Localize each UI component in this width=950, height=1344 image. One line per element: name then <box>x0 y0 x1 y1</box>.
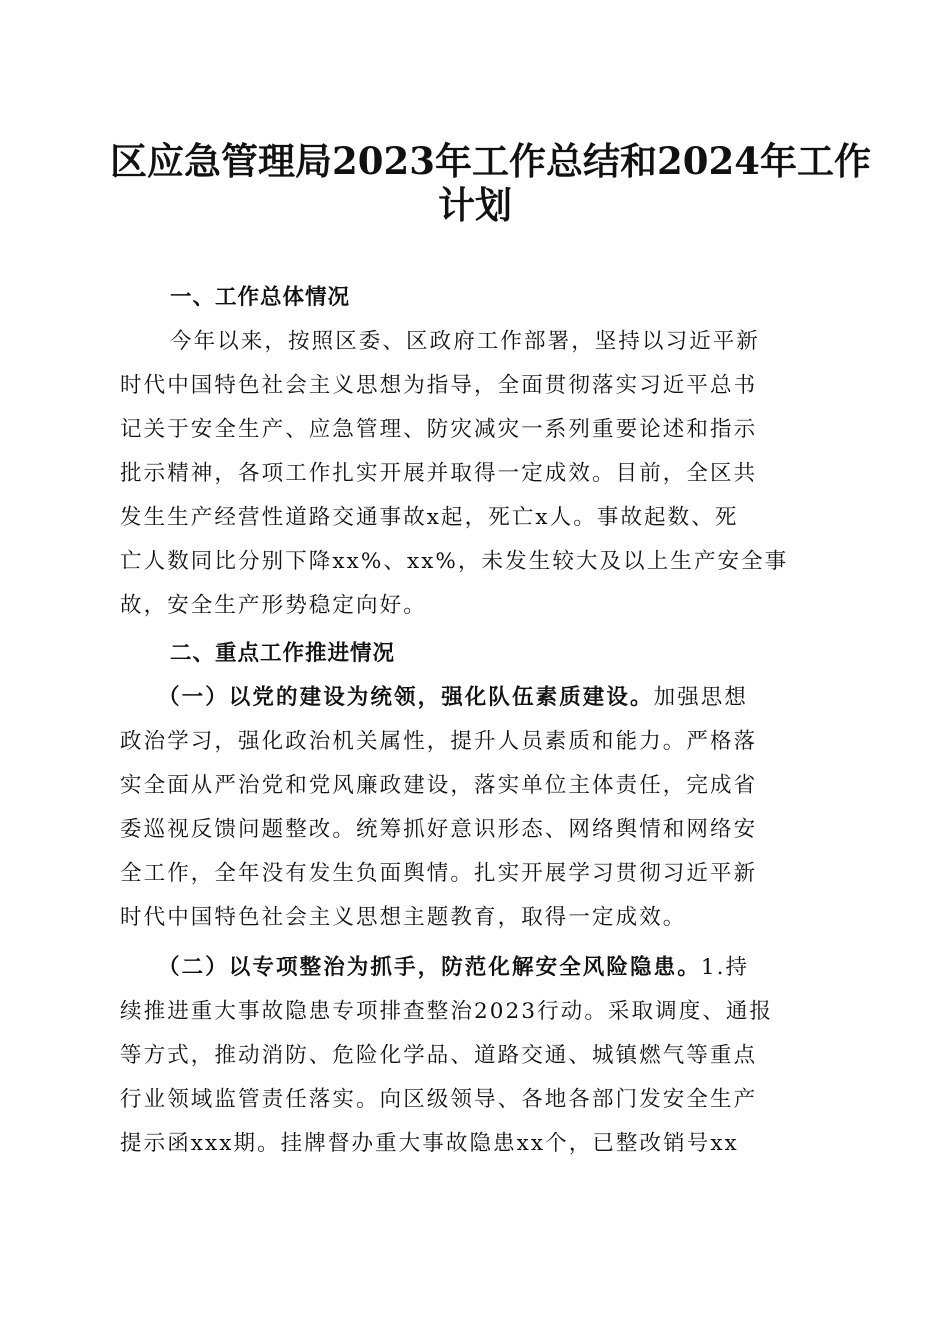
section-2-para-1-line: 全工作，全年没有发生负面舆情。扎实开展学习贯彻习近平新 <box>120 861 758 886</box>
section-2-para-2-line: 行业领域监管责任落实。向区级领导、各地各部门发安全生产 <box>120 1087 758 1112</box>
section-2-para-1-lead: （一）以党的建设为统领，强化队伍素质建设。 <box>158 685 654 710</box>
document-title-line-1: 区应急管理局2023年工作总结和2024年工作 <box>110 139 871 183</box>
section-2-para-2-line: 续推进重大事故隐患专项排查整治2023行动。采取调度、通报 <box>120 999 774 1024</box>
section-2-para-1-line: 委巡视反馈问题整改。统筹抓好意识形态、网络舆情和网络安 <box>120 817 758 842</box>
section-1-line: 批示精神，各项工作扎实开展并取得一定成效。目前，全区共 <box>120 461 758 486</box>
section-2-para-2-lead: （二）以专项整治为抓手，防范化解安全风险隐患。 <box>158 955 701 980</box>
section-1-line: 亡人数同比分别下降xx%、xx%，未发生较大及以上生产安全事 <box>120 549 789 574</box>
section-2-para-1-rest: 加强思想 <box>653 685 749 710</box>
section-2-para-1-first-line <box>158 676 830 720</box>
section-2-para-2-rest: 1.持 <box>700 955 750 980</box>
section-1-line: 时代中国特色社会主义思想为指导，全面贯彻落实习近平总书 <box>120 373 758 398</box>
section-1-line: 发生生产经营性道路交通事故x起，死亡x人。事故起数、死 <box>120 505 739 530</box>
section-1-line: 记关于安全生产、应急管理、防灾减灾一系列重要论述和指示 <box>120 417 758 442</box>
section-2-para-2-line: 等方式，推动消防、危险化学品、道路交通、城镇燃气等重点 <box>120 1043 758 1068</box>
document-title-line-2: 计划 <box>438 183 512 227</box>
section-2-para-2-first-line <box>158 946 830 990</box>
section-1-heading: 一、工作总体情况 <box>170 285 351 310</box>
section-1-line: 今年以来，按照区委、区政府工作部署，坚持以习近平新 <box>170 329 761 354</box>
section-2-para-1-line: 实全面从严治党和党风廉政建设，落实单位主体责任，完成省 <box>120 773 758 798</box>
section-2-para-1-line: 政治学习，强化政治机关属性，提升人员素质和能力。严格落 <box>120 729 758 754</box>
section-1-line: 故，安全生产形势稳定向好。 <box>120 593 427 618</box>
section-2-heading: 二、重点工作推进情况 <box>170 641 396 666</box>
section-2-para-1-line: 时代中国特色社会主义思想主题教育，取得一定成效。 <box>120 905 687 930</box>
section-2-para-2-line: 提示函xxx期。挂牌督办重大事故隐患xx个，已整改销号xx <box>120 1131 739 1156</box>
